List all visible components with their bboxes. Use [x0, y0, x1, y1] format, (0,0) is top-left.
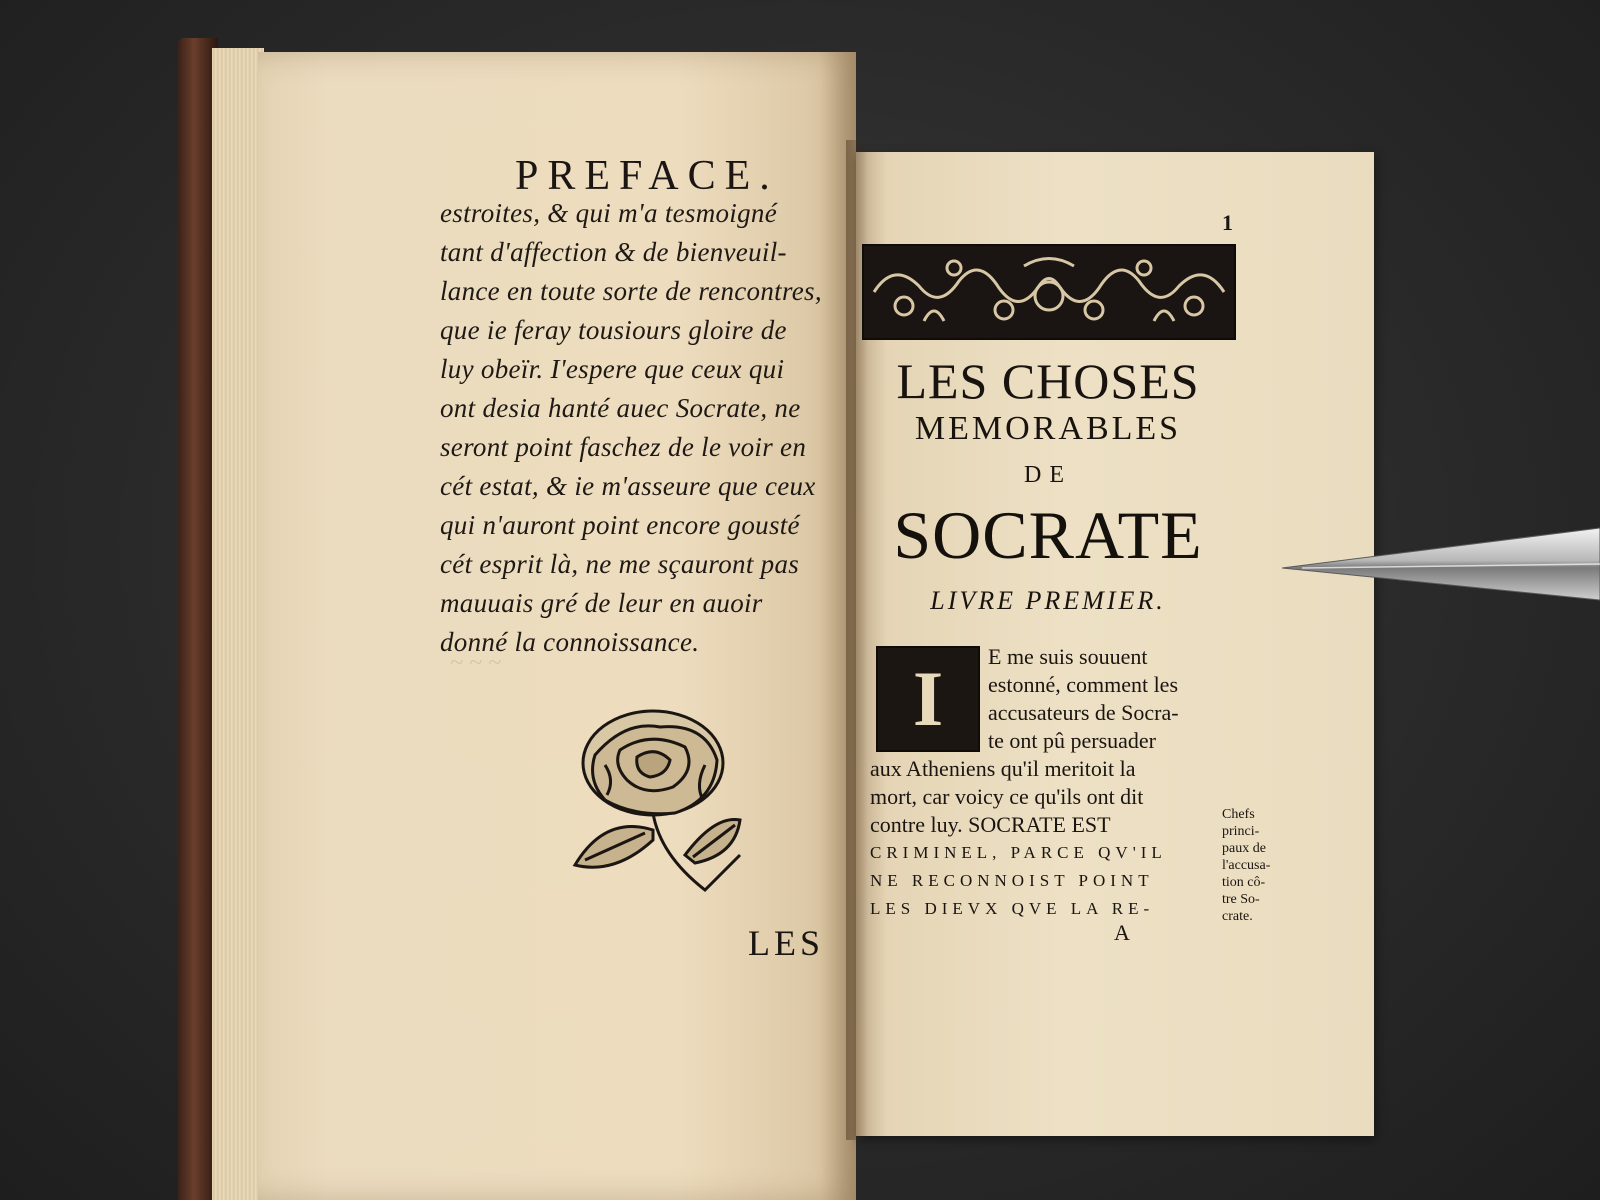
margin-line: l'accusa- — [1222, 858, 1271, 873]
text-line: seront point faschez de le voir en — [440, 432, 807, 462]
preface-text — [440, 194, 840, 662]
title-line: SOCRATE — [893, 497, 1203, 573]
margin-line: crate. — [1222, 909, 1253, 924]
text-line: lance en toute sorte de rencontres, — [440, 276, 822, 306]
margin-note — [1222, 806, 1292, 925]
title-line: DE — [1024, 462, 1072, 488]
text-line: mort, car voicy ce qu'ils ont dit — [870, 784, 1144, 809]
text-line: donné la connoissance. — [440, 627, 700, 657]
running-header: PREFACE. — [515, 153, 779, 199]
text-line: E me suis souuent — [988, 644, 1148, 669]
text-line: contre luy. SOCRATE EST — [870, 812, 1111, 837]
margin-line: Chefs — [1222, 807, 1255, 822]
book-heading: LIVRE PREMIER. — [930, 586, 1166, 615]
text-line: aux Atheniens qu'il meritoit la — [870, 756, 1136, 781]
signature-mark: A — [1114, 920, 1130, 945]
text-line: te ont pû persuader — [988, 728, 1156, 753]
margin-line: tion cô- — [1222, 875, 1266, 890]
text-line: qui n'auront point encore gousté — [440, 510, 800, 540]
rose-woodcut-icon — [565, 705, 755, 905]
text-line: que ie feray tousiours gloire de — [440, 315, 787, 345]
text-line: NE RECONNOIST POINT — [870, 871, 1154, 890]
margin-line: paux de — [1222, 841, 1266, 856]
text-line: estonné, comment les — [988, 672, 1179, 697]
ornamental-headpiece-icon — [862, 244, 1236, 340]
text-line: accusateurs de Socra- — [988, 700, 1179, 725]
text-line: luy obeïr. I'espere que ceux qui — [440, 354, 785, 384]
margin-line: tre So- — [1222, 892, 1260, 907]
text-line: cét esprit là, ne me sçauront pas — [440, 549, 800, 579]
initial-letter: I — [912, 655, 944, 742]
show-through-text: ~ ~ ~ — [450, 650, 501, 676]
text-line: LES DIEVX QVE LA RE- — [870, 899, 1155, 918]
text-line: estroites, & qui m'a tesmoigné — [440, 198, 777, 228]
text-line: mauuais gré de leur en auoir — [440, 588, 763, 618]
title-line: MEMORABLES — [914, 410, 1182, 447]
catchword: LES — [748, 923, 825, 963]
text-line: tant d'affection & de bienveuil- — [440, 237, 787, 267]
text-line: ont desia hanté auec Socrate, ne — [440, 393, 801, 423]
title-line: LES CHOSES — [896, 353, 1200, 409]
chapter-text — [870, 643, 1220, 923]
text-line: cét estat, & ie m'asseure que ceux — [440, 471, 816, 501]
page-edges — [212, 48, 264, 1200]
paper-knife-pointer-icon — [1282, 520, 1600, 610]
page-number: 1 — [1222, 210, 1233, 235]
text-line: CRIMINEL, PARCE QV'IL — [870, 843, 1167, 862]
margin-line: princi- — [1222, 824, 1260, 839]
